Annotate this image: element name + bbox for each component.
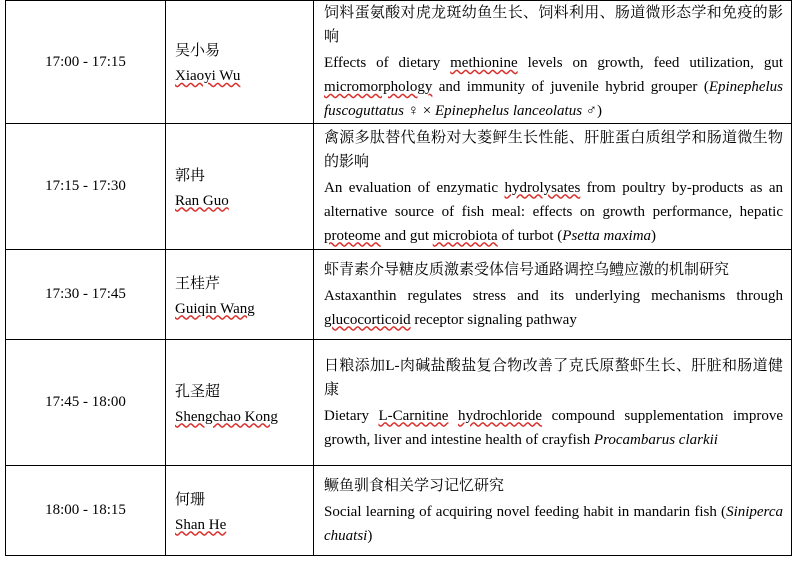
talk-title-chinese: 饲料蛋氨酸对虎龙斑幼鱼生长、饲料利用、肠道微形态学和免疫的影响 xyxy=(324,5,783,45)
speaker-name-english: Ran Guo xyxy=(175,192,229,209)
talk-title-english: Effects of dietary methionine levels on growth, feed utilization, gut micromorphology and immunity of juvenile hybrid grouper (Epinephelus fuscoguttatus ♀ × Epinephelus lanceolatus ♂) xyxy=(324,55,784,119)
talk-title-chinese: 虾青素介导糖皮质激素受体信号通路调控乌鳢应激的机制研究 xyxy=(324,261,730,278)
topic-cell xyxy=(314,124,792,250)
session-time: 17:00 - 17:15 xyxy=(6,1,166,124)
speaker-name-chinese: 王桂芹 xyxy=(175,275,221,292)
session-row xyxy=(6,466,792,556)
speaker-name-english: Shengchao Kong xyxy=(175,408,278,425)
talk-title-chinese: 鳜鱼驯食相关学习记忆研究 xyxy=(324,477,505,494)
topic-cell xyxy=(314,340,792,466)
session-time: 17:45 - 18:00 xyxy=(6,340,166,466)
schedule-table xyxy=(5,0,792,556)
speaker-name-chinese: 郭冉 xyxy=(175,167,206,184)
session-time: 17:30 - 17:45 xyxy=(6,250,166,340)
speaker-cell xyxy=(166,466,314,556)
topic-cell xyxy=(314,1,792,124)
talk-title-english: Astaxanthin regulates stress and its underlying mechanisms through glucocorticoid receptor signaling pathway xyxy=(324,287,783,328)
talk-title-chinese: 禽源多肽替代鱼粉对大菱鲆生长性能、肝脏蛋白质组学和肠道微生物的影响 xyxy=(324,129,783,170)
session-row xyxy=(6,1,792,124)
talk-title-english: Dietary L-Carnitine hydrochloride compound supplementation improve growth, liver and intestine health of crayfish Procambarus clarkii xyxy=(324,407,783,448)
session-row xyxy=(6,250,792,340)
speaker-name-english: Guiqin Wang xyxy=(175,300,255,317)
speaker-name-english: Xiaoyi Wu xyxy=(175,68,241,84)
session-time: 18:00 - 18:15 xyxy=(6,466,166,556)
talk-title-english: An evaluation of enzymatic hydrolysates from poultry by-products as an alternative source of fish meal: effects on growth performance, hepatic proteome and gut microbiota of turbot (Psetta maxima) xyxy=(324,179,784,244)
talk-title-chinese: 日粮添加L-肉碱盐酸盐复合物改善了克氏原螯虾生长、肝脏和肠道健康 xyxy=(324,357,783,398)
speaker-cell xyxy=(166,124,314,250)
speaker-name-chinese: 孔圣超 xyxy=(175,383,221,400)
talk-title-english: Social learning of acquiring novel feeding habit in mandarin fish (Siniperca chuatsi) xyxy=(324,503,783,544)
speaker-name-english: Shan He xyxy=(175,516,227,533)
speaker-cell xyxy=(166,340,314,466)
topic-cell xyxy=(314,466,792,556)
session-row xyxy=(6,340,792,466)
speaker-cell xyxy=(166,1,314,124)
speaker-cell xyxy=(166,250,314,340)
speaker-name-chinese: 何珊 xyxy=(175,491,206,508)
session-row xyxy=(6,124,792,250)
topic-cell xyxy=(314,250,792,340)
session-time: 17:15 - 17:30 xyxy=(6,124,166,250)
speaker-name-chinese: 吴小易 xyxy=(175,43,221,59)
